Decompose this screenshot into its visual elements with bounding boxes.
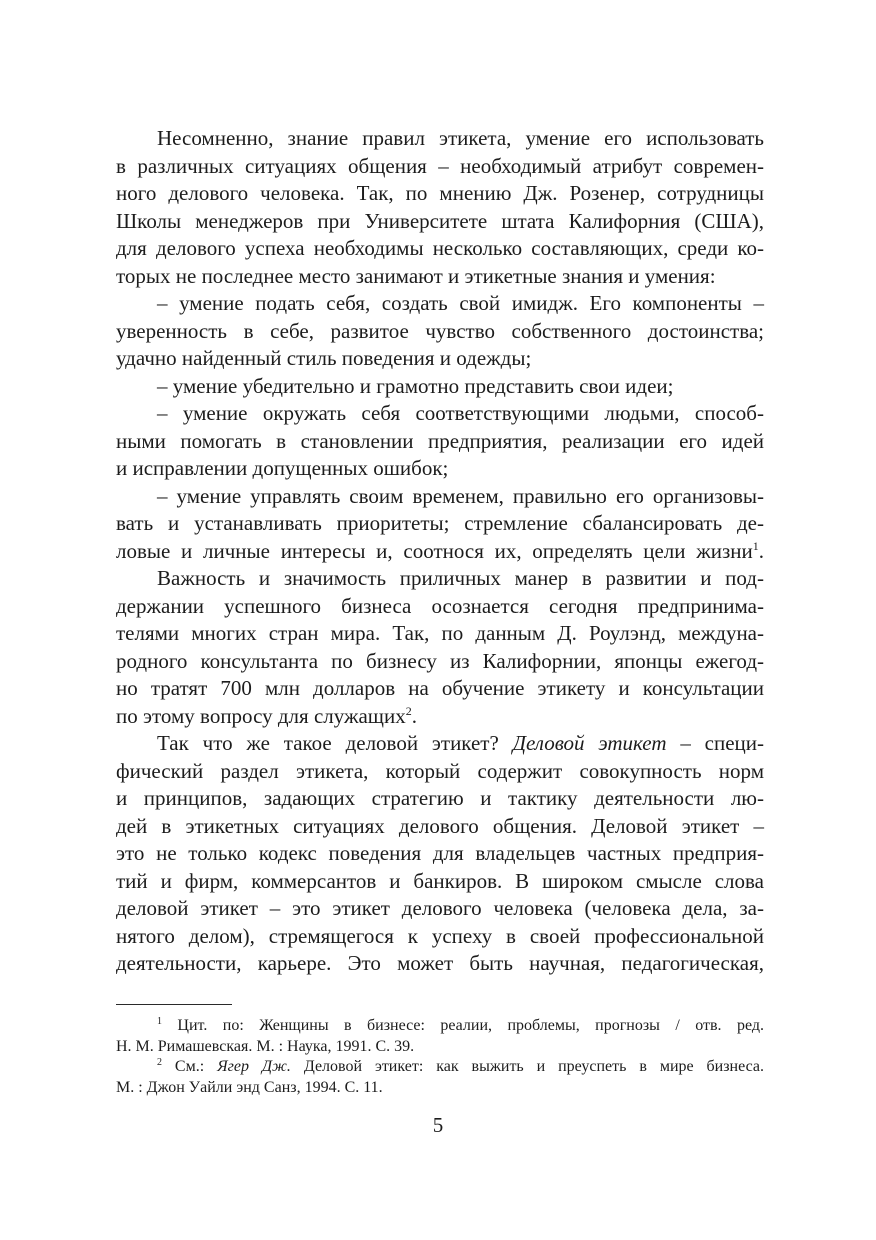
- text-line: [116, 318, 764, 346]
- text-line: [116, 125, 764, 153]
- text-line: [116, 813, 764, 841]
- line-tail: – специ-: [666, 731, 764, 755]
- footnotes: [116, 1016, 764, 1098]
- line-text: ного делового человека. Так, по мнению Дж. Розенер, сотрудницы: [116, 181, 764, 205]
- line-text: фический раздел этикета, который содержит совокупность норм: [116, 758, 764, 783]
- body-text: [116, 125, 764, 978]
- line-text: Важность и значимость приличных манер в развитии и под-: [157, 566, 764, 590]
- line-text: торых не последнее место занимают и этикетные знания и умения:: [116, 263, 716, 288]
- footnote-line: [116, 1078, 764, 1099]
- text-line: [116, 593, 764, 621]
- text-line: [116, 290, 764, 318]
- footnote-line: [116, 1037, 764, 1058]
- line-text: это не только кодекс поведения для владельцев частных предприя-: [116, 841, 764, 865]
- line-text: Школы менеджеров при Университете штата Калифорния (США),: [116, 208, 764, 233]
- text-line: [116, 538, 764, 566]
- text-line: [116, 565, 764, 593]
- footnote-separator: [116, 1004, 232, 1005]
- line-text: тий и фирм, коммерсантов и банкиров. В широком смысле слова: [116, 868, 764, 893]
- text-line: [116, 675, 764, 703]
- line-text: уверенность в себе, развитое чувство собственного достоинства;: [116, 318, 764, 343]
- text-line: [116, 923, 764, 951]
- text-line: [116, 758, 764, 786]
- footnote-reference: 2: [405, 703, 412, 718]
- line-text: дей в этикетных ситуациях делового общения. Деловой этикет –: [116, 813, 764, 838]
- footnote-line: [116, 1057, 764, 1078]
- line-text: – умение окружать себя соответствующими людьми, способ-: [157, 401, 764, 425]
- text-line: [116, 840, 764, 868]
- text-line: [116, 455, 764, 483]
- text-line: [116, 428, 764, 456]
- text-line: [116, 235, 764, 263]
- line-tail: .: [758, 538, 764, 563]
- text-line: [116, 345, 764, 373]
- line-text: удачно найденный стиль поведения и одежды;: [116, 346, 532, 370]
- text-line: [116, 373, 764, 401]
- line-text: нятого делом), стремящегося к успеху в своей профессиональной: [116, 923, 764, 948]
- line-text: деятельности, карьере. Это может быть научная, педагогическая,: [116, 951, 764, 975]
- footnote-reference: 1: [752, 538, 759, 553]
- line-text: родного консультанта по бизнесу из Калифорнии, японцы ежегод-: [116, 648, 764, 673]
- text-line: [116, 153, 764, 181]
- text-line: [116, 950, 764, 978]
- line-text: по этому вопросу для служащих: [116, 703, 406, 728]
- line-text: вать и устанавливать приоритеты; стремление сбалансировать де-: [116, 511, 764, 535]
- italic-term: Деловой этикет: [512, 731, 667, 755]
- line-text: держании успешного бизнеса осознается сегодня предпринима-: [116, 593, 764, 618]
- italic-term: Ягер Дж.: [217, 1058, 291, 1075]
- line-text: Н. М. Римашевская. М. : Наука, 1991. С. 39.: [116, 1037, 415, 1055]
- text-line: [116, 483, 764, 511]
- line-text: – умение убедительно и грамотно представить свои идеи;: [157, 373, 674, 398]
- text-line: [116, 400, 764, 428]
- line-text: Цит. по: Женщины в бизнесе: реалии, проблемы, прогнозы / отв. ред.: [162, 1017, 764, 1034]
- page-number: 5: [432, 1113, 444, 1137]
- line-text: Несомненно, знание правил этикета, умение его использовать: [157, 126, 764, 150]
- text-line: [116, 648, 764, 676]
- text-line: [116, 180, 764, 208]
- footnote-marker: 2: [157, 1057, 162, 1068]
- line-text: и исправлении допущенных ошибок;: [116, 456, 449, 480]
- footnote-line: [116, 1016, 764, 1037]
- line-text: деловой этикет – это этикет делового человека (человека дела, за-: [116, 896, 764, 920]
- line-text: М. : Джон Уайли энд Санз, 1994. С. 11.: [116, 1078, 383, 1096]
- text-line: [116, 703, 764, 731]
- line-text: телями многих стран мира. Так, по данным Д. Роулэнд, междуна-: [116, 621, 764, 645]
- text-line: [116, 620, 764, 648]
- text-line: [116, 730, 764, 758]
- line-tail: .: [411, 703, 417, 728]
- line-text: – умение управлять своим временем, правильно его организовы-: [157, 483, 764, 508]
- line-text: – умение подать себя, создать свой имидж. Его компоненты –: [157, 291, 764, 315]
- text-line: [116, 868, 764, 896]
- line-text: ными помогать в становлении предприятия, реализации его идей: [116, 428, 764, 453]
- line-text: Так что же такое деловой этикет?: [157, 731, 513, 755]
- text-line: [116, 208, 764, 236]
- line-text: но тратят 700 млн долларов на обучение этикету и консультации: [116, 676, 764, 700]
- text-line: [116, 785, 764, 813]
- text-line: [116, 263, 764, 291]
- text-line: [116, 895, 764, 923]
- line-text: См.:: [162, 1058, 218, 1075]
- line-tail: Деловой этикет: как выжить и преуспеть в мире бизнеса.: [290, 1058, 765, 1075]
- line-text: и принципов, задающих стратегию и тактику деятельности лю-: [116, 786, 764, 810]
- text-line: [116, 510, 764, 538]
- line-text: для делового успеха необходимы несколько составляющих, среди ко-: [116, 236, 764, 260]
- line-text: в различных ситуациях общения – необходимый атрибут современ-: [116, 153, 764, 178]
- line-text: ловые и личные интересы и, соотнося их, определять цели жизни: [116, 538, 753, 563]
- footnote-marker: 1: [157, 1016, 162, 1027]
